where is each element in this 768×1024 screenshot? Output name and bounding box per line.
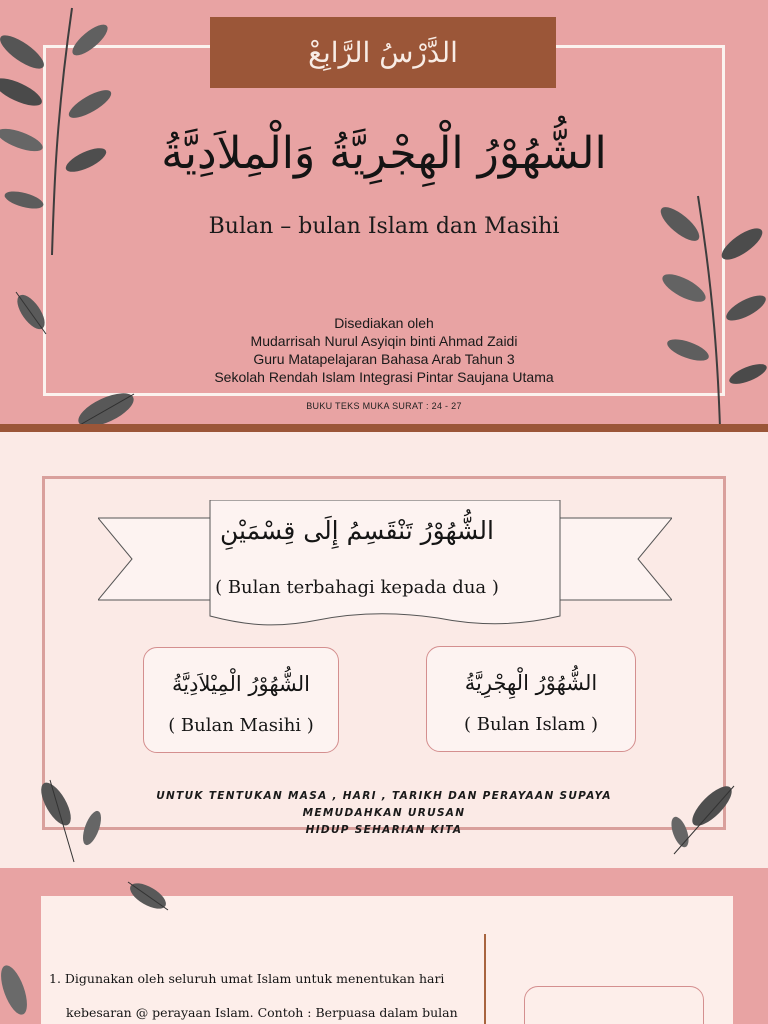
- ribbon-malay-text: ( Bulan terbahagi kepada dua ): [215, 577, 499, 598]
- title-malay: Bulan – bulan Islam dan Masihi: [208, 214, 560, 239]
- caption-line: UNTUK TENTUKAN MASA , HARI , TARIKH DAN PERAYAAN SUPAYA MEMUDAHKAN URUSAN: [156, 790, 612, 819]
- leaf-top-icon: [124, 876, 172, 916]
- credit-line: Mudarrisah Nurul Asyiqin binti Ahmad Zaidi: [250, 333, 518, 349]
- title-arabic: الشُّهُوْرُ الْهِجْرِيَّةُ وَالْمِلاَدِيَّةُ: [161, 128, 607, 179]
- card-bulan-masihi: [143, 647, 339, 753]
- lesson-banner: [210, 17, 556, 88]
- title-slide: [0, 0, 768, 432]
- credit-line: Guru Matapelajaran Bahasa Arab Tahun 3: [253, 351, 515, 367]
- purpose-caption: [120, 788, 648, 839]
- credit-line: Disediakan oleh: [334, 315, 434, 331]
- ribbon-arabic-text: الشُّهُوْرُ تَنْقَسِمُ إِلَى قِسْمَيْنِ: [220, 516, 494, 545]
- column-divider: [484, 934, 486, 1024]
- classification-slide: [0, 432, 768, 868]
- leaf-cluster-left-icon: [30, 770, 110, 866]
- credits-block: [0, 314, 768, 386]
- list-item-continuation: kebesaran @ perayaan Islam. Contoh : Berpuasa dalam bulan: [66, 1005, 458, 1020]
- lesson-label: الدَّرْسُ الرَّابِعْ: [308, 36, 458, 69]
- usage-list: [49, 962, 469, 1024]
- leaf-left-edge-icon: [0, 956, 40, 1024]
- bottom-bar: [0, 424, 768, 432]
- usage-slide: [0, 868, 768, 1024]
- credit-line: Sekolah Rendah Islam Integrasi Pintar Saujana Utama: [214, 369, 554, 385]
- list-item: 1. Digunakan oleh seluruh umat Islam untuk menentukan hari: [49, 971, 445, 986]
- card-arabic-text: الشُّهُوْرُ الْهِجْرِيَّةُ: [464, 671, 598, 695]
- side-box: [524, 986, 704, 1024]
- card-bulan-islam: [426, 646, 636, 752]
- card-malay-text: ( Bulan Masihi ): [168, 715, 314, 736]
- leaf-cluster-right-icon: [664, 778, 744, 858]
- textbook-page-note: BUKU TEKS MUKA SURAT : 24 - 27: [306, 401, 462, 411]
- caption-line: HIDUP SEHARIAN KITA: [305, 824, 463, 836]
- card-malay-text: ( Bulan Islam ): [463, 714, 598, 735]
- card-arabic-text: الشُّهُوْرُ الْمِيْلاَدِيَّةُ: [171, 672, 310, 696]
